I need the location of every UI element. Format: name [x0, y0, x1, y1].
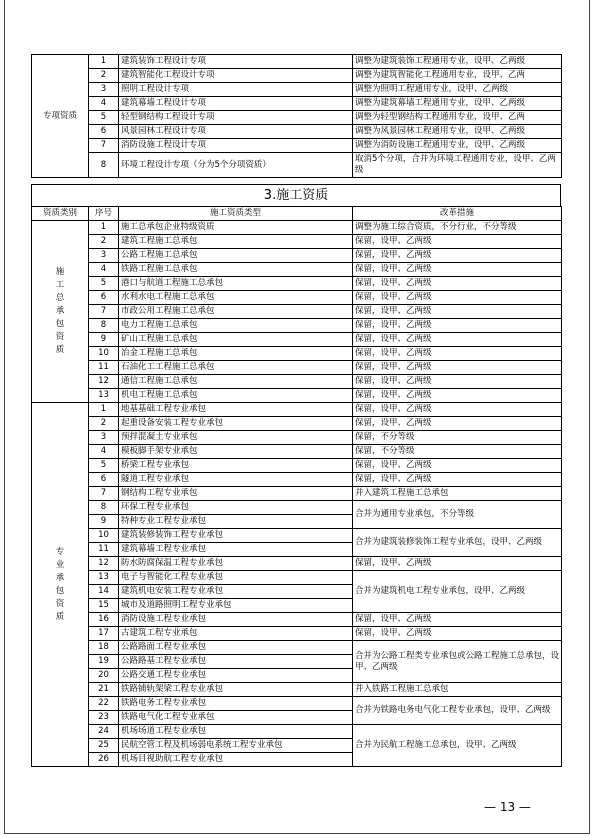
row-number: 7 [89, 487, 119, 501]
qualification-name: 机场目视助航工程专业承包 [119, 753, 353, 767]
row-number: 9 [89, 515, 119, 529]
qualification-name: 环保工程专业承包 [119, 501, 353, 515]
qualification-name: 建筑工程施工总承包 [119, 235, 353, 249]
category-cell-general-contracting: 施工总承包资质 [32, 221, 89, 403]
row-number: 16 [89, 613, 119, 627]
row-number: 12 [89, 557, 119, 571]
qualification-name: 建筑装饰工程设计专项 [119, 55, 353, 69]
qualification-name: 桥梁工程专业承包 [119, 459, 353, 473]
reform-measure: 合并为建筑装修装饰工程专业承包，设甲、乙两级 [353, 529, 562, 557]
reform-measure: 调整为建筑智能化工程通用专业，设甲、乙两 [353, 69, 562, 83]
reform-measure: 保留，设甲、乙两级 [353, 417, 562, 431]
qualification-name: 公路路面工程专业承包 [119, 641, 353, 655]
reform-measure: 保留，设甲、乙两级 [353, 235, 562, 249]
row-number: 13 [89, 389, 119, 403]
qualification-name: 公路工程施工总承包 [119, 249, 353, 263]
row-number: 4 [89, 445, 119, 459]
category-cell-specialty-contracting: 专业承包资质 [32, 403, 89, 767]
reform-measure: 保留，设甲、乙两级 [353, 473, 562, 487]
qualification-name: 公路路基工程专业承包 [119, 655, 353, 669]
row-number: 1 [89, 221, 119, 235]
row-number: 3 [89, 431, 119, 445]
qualification-name: 照明工程设计专项 [119, 83, 353, 97]
reform-measure: 调整为风景园林工程通用专业，设甲、乙两级 [353, 125, 562, 139]
header-qualification-type: 施工资质类型 [119, 207, 353, 221]
row-number: 2 [89, 69, 119, 83]
qualification-name: 起重设备安装工程专业承包 [119, 417, 353, 431]
row-number: 3 [89, 83, 119, 97]
qualification-name: 防水防腐保温工程专业承包 [119, 557, 353, 571]
row-number: 24 [89, 725, 119, 739]
qualification-name: 消防设施工程设计专项 [119, 139, 353, 153]
qualification-name: 冶金工程施工总承包 [119, 347, 353, 361]
reform-measure: 合并为通用专业承包，不分等级 [353, 501, 562, 529]
reform-measure: 并入建筑工程施工总承包 [353, 487, 562, 501]
row-number: 12 [89, 375, 119, 389]
row-number: 10 [89, 529, 119, 543]
row-number: 8 [89, 501, 119, 515]
row-number: 4 [89, 97, 119, 111]
reform-measure: 调整为施工综合资质，不分行业，不分等级 [353, 221, 562, 235]
row-number: 22 [89, 697, 119, 711]
row-number: 15 [89, 599, 119, 613]
table-header-row [32, 207, 562, 221]
qualification-name: 建筑机电安装工程专业承包 [119, 585, 353, 599]
qualification-name: 特种专业工程专业承包 [119, 515, 353, 529]
qualification-name: 电子与智能化工程专业承包 [119, 571, 353, 585]
qualification-name: 铁路电务工程专业承包 [119, 697, 353, 711]
qualification-name: 建筑幕墙工程专业承包 [119, 543, 353, 557]
qualification-name: 建筑幕墙工程设计专项 [119, 97, 353, 111]
reform-measure: 保留，设甲、乙两级 [353, 557, 562, 571]
qualification-name: 地基基础工程专业承包 [119, 403, 353, 417]
reform-measure: 保留，设甲、乙两级 [353, 333, 562, 347]
row-number: 11 [89, 543, 119, 557]
qualification-name: 城市及道路照明工程专业承包 [119, 599, 353, 613]
reform-measure: 调整为消防设施工程通用专业，设甲、乙两级 [353, 139, 562, 153]
row-number: 1 [89, 55, 119, 69]
reform-measure: 保留，不分等级 [353, 431, 562, 445]
reform-measure: 保留，设甲、乙两级 [353, 291, 562, 305]
qualification-name: 铁路工程施工总承包 [119, 263, 353, 277]
header-reform-measure: 改革措施 [353, 207, 562, 221]
qualification-name: 石油化工工程施工总承包 [119, 361, 353, 375]
row-number: 1 [89, 403, 119, 417]
row-number: 5 [89, 459, 119, 473]
qualification-name: 铁路铺轨架梁工程专业承包 [119, 683, 353, 697]
row-number: 7 [89, 305, 119, 319]
qualification-name: 预拌混凝土专业承包 [119, 431, 353, 445]
reform-measure: 合并为公路工程类专业承包或公路工程施工总承包，设甲、乙两级 [353, 641, 562, 683]
reform-measure: 保留，设甲、乙两级 [353, 263, 562, 277]
row-number: 14 [89, 585, 119, 599]
row-number: 8 [89, 153, 119, 178]
qualification-name: 轻型钢结构工程设计专项 [119, 111, 353, 125]
reform-measure: 保留，设甲、乙两级 [353, 305, 562, 319]
section-title: 3.施工资质 [31, 184, 561, 206]
row-number: 2 [89, 235, 119, 249]
qualification-name: 水利水电工程施工总承包 [119, 291, 353, 305]
reform-measure: 合并为建筑机电工程专业承包，设甲、乙两级 [353, 571, 562, 613]
qualification-name: 矿山工程施工总承包 [119, 333, 353, 347]
reform-measure: 合并为民航工程施工总承包，设甲、乙两级 [353, 725, 562, 767]
qualification-name: 建筑装修装饰工程专业承包 [119, 529, 353, 543]
row-number: 2 [89, 417, 119, 431]
row-number: 10 [89, 347, 119, 361]
row-number: 4 [89, 263, 119, 277]
row-number: 6 [89, 291, 119, 305]
qualification-name: 机电工程施工总承包 [119, 389, 353, 403]
row-number: 5 [89, 111, 119, 125]
qualification-name: 港口与航道工程施工总承包 [119, 277, 353, 291]
reform-measure: 保留，设甲、乙两级 [353, 277, 562, 291]
reform-measure: 保留，设甲、乙两级 [353, 347, 562, 361]
reform-measure: 取消5个分项，合并为环境工程通用专业，设甲、乙两级 [353, 153, 562, 178]
row-number: 13 [89, 571, 119, 585]
reform-measure: 调整为建筑幕墙工程通用专业，设甲、乙两级 [353, 97, 562, 111]
qualification-name: 电力工程施工总承包 [119, 319, 353, 333]
qualification-name: 风景园林工程设计专项 [119, 125, 353, 139]
row-number: 26 [89, 753, 119, 767]
qualification-name: 古建筑工程专业承包 [119, 627, 353, 641]
qualification-name: 环境工程设计专项（分为5个分项资质） [119, 153, 353, 178]
reform-measure: 调整为照明工程通用专业，设甲、乙两级 [353, 83, 562, 97]
reform-measure: 保留，设甲、乙两级 [353, 613, 562, 627]
row-number: 20 [89, 669, 119, 683]
reform-measure: 调整为建筑装饰工程通用专业，设甲、乙两级 [353, 55, 562, 69]
construction-qualification-table [31, 206, 562, 767]
row-number: 17 [89, 627, 119, 641]
reform-measure: 保留，设甲、乙两级 [353, 319, 562, 333]
reform-measure: 保留，设甲、乙两级 [353, 249, 562, 263]
qualification-name: 通信工程施工总承包 [119, 375, 353, 389]
row-number: 9 [89, 333, 119, 347]
design-qualification-table [31, 54, 562, 178]
qualification-name: 建筑智能化工程设计专项 [119, 69, 353, 83]
row-number: 5 [89, 277, 119, 291]
row-number: 7 [89, 139, 119, 153]
row-number: 23 [89, 711, 119, 725]
reform-measure: 保留，设甲、乙两级 [353, 627, 562, 641]
qualification-name: 消防设施工程专业承包 [119, 613, 353, 627]
row-number: 8 [89, 319, 119, 333]
page-number: — 13 — [484, 800, 531, 814]
row-number: 18 [89, 641, 119, 655]
qualification-name: 施工总承包企业特级资质 [119, 221, 353, 235]
row-number: 3 [89, 249, 119, 263]
qualification-name: 市政公用工程施工总承包 [119, 305, 353, 319]
header-category: 资质类别 [32, 207, 89, 221]
row-number: 25 [89, 739, 119, 753]
row-number: 11 [89, 361, 119, 375]
reform-measure: 保留，设甲、乙两级 [353, 361, 562, 375]
qualification-name: 铁路电气化工程专业承包 [119, 711, 353, 725]
reform-measure: 保留，设甲、乙两级 [353, 389, 562, 403]
qualification-name: 模板脚手架专业承包 [119, 445, 353, 459]
category-cell-special-design: 专项资质 [32, 55, 89, 178]
reform-measure: 合并为铁路电务电气化工程专业承包，设甲、乙两级 [353, 697, 562, 725]
reform-measure: 保留，设甲、乙两级 [353, 459, 562, 473]
qualification-name: 公路交通工程专业承包 [119, 669, 353, 683]
reform-measure: 保留，不分等级 [353, 445, 562, 459]
header-number: 序号 [89, 207, 119, 221]
row-number: 6 [89, 473, 119, 487]
row-number: 21 [89, 683, 119, 697]
reform-measure: 保留，设甲、乙两级 [353, 375, 562, 389]
qualification-name: 机场场道工程专业承包 [119, 725, 353, 739]
reform-measure: 保留，设甲、乙两级 [353, 403, 562, 417]
qualification-name: 隧道工程专业承包 [119, 473, 353, 487]
row-number: 19 [89, 655, 119, 669]
qualification-name: 钢结构工程专业承包 [119, 487, 353, 501]
reform-measure: 调整为轻型钢结构工程通用专业，设甲、乙两 [353, 111, 562, 125]
row-number: 6 [89, 125, 119, 139]
qualification-name: 民航空管工程及机场弱电系统工程专业承包 [119, 739, 353, 753]
reform-measure: 并入铁路工程施工总承包 [353, 683, 562, 697]
